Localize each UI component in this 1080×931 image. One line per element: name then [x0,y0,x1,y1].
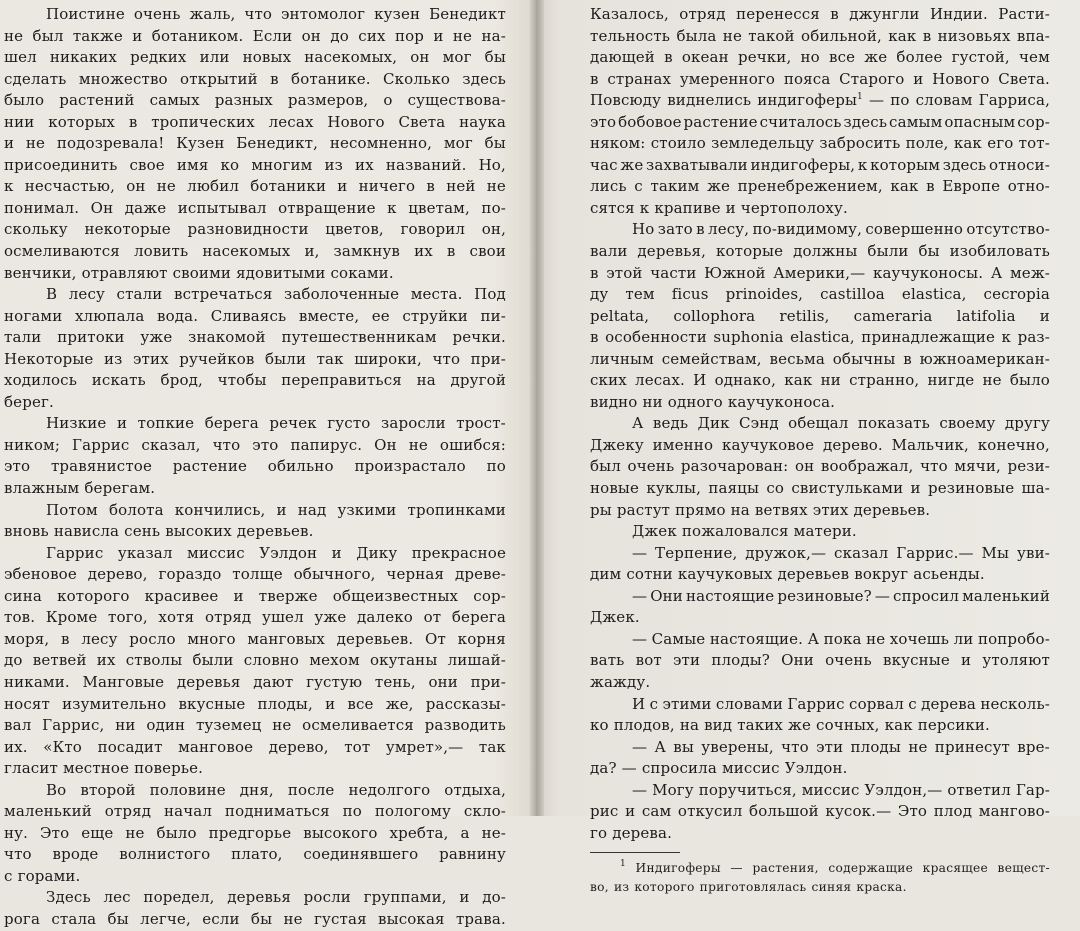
right-page-text-line: го дерева. [590,823,673,842]
right-page-text-line: И с этими словами Гаррис сорвал с дерева несколь- [632,694,1050,713]
left-page-text-line: к несчастью, он не любил ботаники и ничего в ней не [4,177,506,196]
right-page-text-line: лись с таким же пренебрежением, как в Европе отно- [590,177,1050,196]
right-page-text-line: дим сотни каучуковых деревьев вокруг асьенды. [590,565,985,584]
right-page-text-line: новые куклы, паяцы со свистульками и резиновые ша- [590,479,1050,498]
left-page-text-line: ногами хлюпала вода. Сливаясь вместе, ее струйки пи- [4,306,506,325]
right-page-text-line: ду тем ficus prinoides, castilloa elastica, cecropia [590,285,1050,304]
left-page-text-line: шел никаких редких или новых насекомых, он мог бы [4,48,506,67]
left-page-text-line: Гаррис указал миссис Уэлдон и Дику прекрасное [46,543,506,562]
right-page-text [590,0,1050,897]
book-gutter [530,0,544,816]
right-page-text-line: это бобовое растение считалось здесь самым опасным сор- [590,112,1050,131]
right-page-text-line: — Терпение, дружок,— сказал Гаррис.— Мы уви- [632,543,1050,562]
left-page-text-line: тали притоки уже знакомой путешественникам речки. [4,328,506,347]
left-page-text-line: никами. Манговые деревья дают густую тень, они при- [4,672,506,691]
left-page-text-line: Поистине очень жаль, что энтомолог кузен Бенедикт [46,5,506,23]
right-page [536,0,1080,895]
footnote-rule [590,852,680,853]
right-page-text-line: да? — спросила миссис Уэлдон. [590,759,848,778]
right-page-text-line: — А вы уверены, что эти плоды не принесут вре- [632,737,1050,756]
right-page-text-line: ских лесах. И однако, как ни странно, нигде не было [590,371,1050,390]
left-page-text-line: гласит местное поверье. [4,759,204,778]
left-page-text-line: их. «Кто посадит манговое дерево, тот умрет»,— так [4,737,506,756]
right-page-text-line: рис и сам откусил большой кусок.— Это плод мангово- [590,802,1050,821]
left-page-text-line: ником; Гаррис сказал, что это папирус. Он не ошибся: [4,435,506,454]
right-page-text-line: тельность была не такой обильной, как в низовьях впа- [590,26,1050,45]
right-page-text-line: — Могу поручиться, миссис Уэлдон,— ответил Гар- [632,780,1050,799]
left-page-text-line: сделать множество открытий в ботанике. Сколько здесь [4,69,506,88]
left-page-text-line: нии которых в тропических лесах Нового Света наука [4,112,506,131]
right-page-text-line: — Самые настоящие. А пока не хочешь ли попробо- [632,629,1050,648]
right-page-text-line: А ведь Дик Сэнд обещал показать своему другу [632,414,1050,433]
right-page-text-line: Но зато в лесу, по-видимому, совершенно отсутство- [632,220,1050,239]
right-page-text-line: peltata, collophora retilis, cameraria latifolia и [590,306,1050,325]
left-page-text-line: ну. Это еще не было предгорье высокого хребта, а не- [4,823,506,842]
footnote [590,859,1050,897]
left-page-text-line: осмеливаются ловить насекомых и, замкнув их в свои [4,242,506,261]
left-page-text-line: Во второй половине дня, после недолгого отдыха, [46,780,506,799]
left-page-text-line: не был также и ботаником. Если он до сих пор и не на- [4,26,506,45]
left-page-text-line: сина которого красивее и тверже общеизвестных сор- [4,586,506,605]
right-page-text-line: в этой части Южной Америки,— каучуконосы. А меж- [590,263,1050,282]
left-page-text-line: рога стала бы легче, если бы не густая высокая трава. [4,909,506,928]
left-page-text-line: носят изумительно вкусные плоды, и все же, рассказы- [4,694,506,713]
left-page-text-line: скольку некоторые разновидности цветов, говорил он, [4,220,506,239]
left-page-text-line: ходилось искать брод, чтобы переправиться на другой [4,371,506,390]
right-page-text-line: Повсюду виднелись индигоферы$^1$ — по словам Гарриса, [590,91,1050,110]
left-page-text-line: было растений самых разных размеров, о существова- [4,91,506,110]
left-page-text-line: венчики, отравляют своими ядовитыми соками. [4,263,394,282]
left-page-text-line: тов. Кроме того, хотя отряд ушел уже далеко от берега [4,608,506,627]
left-page-text-line: моря, в лесу росло много манговых деревьев. От корня [4,629,506,648]
left-page-text-line: влажным берегам. [4,479,156,498]
left-page-text-line: Здесь лес поредел, деревья росли группами, и до- [46,888,506,907]
right-page-text-line: — Они настоящие резиновые? — спросил маленький [632,586,1050,605]
right-page-text-line: ко плодов, на вид таких же сочных, как персики. [590,716,990,735]
footnote-text-line: во, из которого приготовлялась синяя краска. [590,880,907,895]
right-page-text-line: дающей в океан речки, но все же более густой, чем [590,48,1050,67]
left-page-text-line: присоединить свое имя ко многим из их названий. Но, [4,155,506,174]
left-page-text-line: берег. [4,392,54,411]
right-page-text-line: вали деревья, которые должны были бы изобиловать [590,242,1050,261]
right-page-text-line: жажду. [590,672,651,691]
right-page-text-line: няком: стоило земледельцу забросить поле, как его тот- [590,134,1050,153]
right-page-body [590,0,1050,844]
right-page-text-line: видно ни одного каучуконоса. [590,392,836,411]
left-page-text-line: с горами. [4,866,81,885]
left-page-text-line: Потом болота кончились, и над узкими тропинками [46,500,506,519]
left-page [0,0,536,928]
right-page-text-line: личным семействам, весьма обычны в южноамерикан- [590,349,1050,368]
left-page-text-line: до ветвей их стволы были словно мехом окутаны лишай- [4,651,506,670]
right-page-text-line: Джек пожаловался матери. [632,522,857,541]
left-page-text-line: эбеновое дерево, гораздо толще обычного, черная древе- [4,565,506,584]
right-page-text-line: Джек. [590,608,640,627]
left-page-text-line: маленький отряд начал подниматься по пологому скло- [4,802,506,821]
footnote-text-line: $^1$ Индигоферы — растения, содержащие красящее вещест- [620,859,1050,876]
right-page-text-line: Джеку именно каучуковое дерево. Мальчик, конечно, [590,435,1050,454]
left-page-text [4,0,506,931]
left-page-text-line: Некоторые из этих ручейков были так широки, что при- [4,349,506,368]
right-page-text-line: ры растут прямо на ветвях этих деревьев. [590,500,931,519]
right-page-text-line: был очень разочарован: он воображал, что мячи, рези- [590,457,1050,476]
right-page-text-line: вать вот эти плоды? Они очень вкусные и утоляют [590,651,1050,670]
left-page-text-line: вновь нависла сень высоких деревьев. [4,522,314,541]
right-page-text-line: Казалось, отряд перенесся в джунгли Индии. Расти- [590,5,1050,23]
left-page-text-line: В лесу стали встречаться заболоченные места. Под [46,285,506,304]
right-page-text-line: в странах умеренного пояса Старого и Нового Света. [590,69,1050,88]
left-page-text-line: вал Гаррис, ни один туземец не осмеливается разводить [4,716,506,735]
left-page-text-line: понимал. Он даже испытывал отвращение к цветам, по- [4,198,506,217]
left-page-text-line: и не подозревала! Кузен Бенедикт, несомненно, мог бы [4,134,506,153]
right-page-text-line: час же захватывали индигоферы, к которым здесь относи- [590,155,1050,174]
left-page-text-line: это травянистое растение обильно произрастало по [4,457,506,476]
left-page-text-line: что вроде волнистого плато, соединявшего равнину [4,845,506,864]
right-page-text-line: сятся к крапиве и чертополоху. [590,198,848,217]
left-page-text-line: Низкие и топкие берега речек густо заросли трост- [46,414,506,433]
right-page-text-line: в особенности suphonia elastica, принадлежащие к раз- [590,328,1050,347]
